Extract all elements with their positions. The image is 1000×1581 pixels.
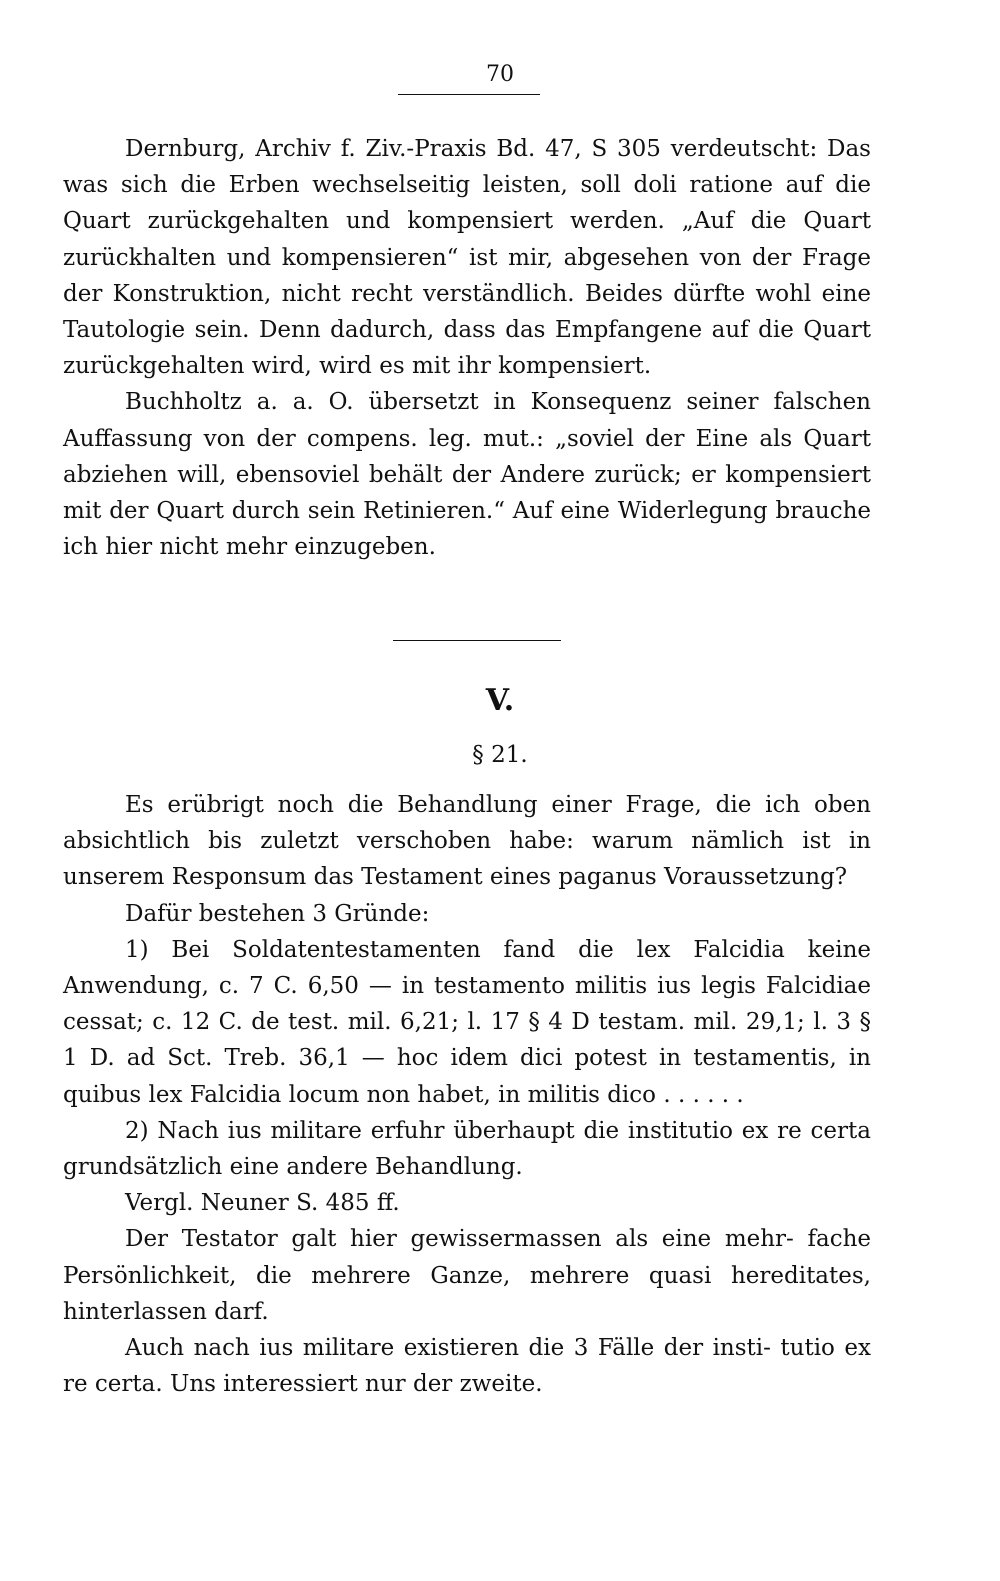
line: auf die Quart zurückgehalten und kompensiert werden. „Auf [63,172,871,235]
line: 1) Bei Soldatentestamenten fand die lex Falcidia keine [125,936,871,963]
paragraph-buchholtz [63,384,871,565]
line: eine Widerlegung brauche ich hier nicht mehr einzugeben. [63,498,871,561]
line: Auffassung von der compens. leg. mut.: „soviel der Eine als [63,425,804,452]
line: testam. mil. 29,1; l. 3 § 1 D. ad Sct. Treb. 36,1 — hoc [63,1009,871,1072]
paragraph-reason-1 [63,932,871,1113]
text-block-2 [63,787,871,1402]
line: Der Testator galt hier gewissermassen als eine mehr- [125,1226,808,1253]
line: ist in unserem Responsum das Testament eines paganus [63,828,871,891]
page-number: 70 [486,62,514,87]
line: Es erübrigt noch die Behandlung einer Frage, die ich [125,792,814,818]
line: idem dici potest in testamentis, in quibus lex Falcidia locum [63,1045,871,1108]
line: 2) Nach ius militare erfuhr überhaupt die institutio ex [125,1117,778,1144]
line: er kompensiert mit der Quart durch sein Retinieren.“ Auf [63,461,871,525]
paragraph-auch [63,1330,871,1402]
paragraph-testator [63,1221,871,1330]
line: hereditates, hinterlassen darf. [63,1262,871,1325]
line: Dernburg, Archiv f. Ziv.-Praxis Bd. 47, S 305 verdeutscht: [125,136,828,162]
line: Quart abziehen will, ebensoviel behält der Andere zurück; [63,425,871,488]
section-heading-roman: V. [485,683,515,718]
text-block-1 [63,131,871,565]
line: re certa grundsätzlich eine andere Behandlung. [63,1117,871,1181]
line: Auch nach ius militare existieren die 3 Fälle der insti- [125,1335,781,1362]
section-heading-paragraph: § 21. [472,742,528,768]
line: mit ihr kompensiert. [411,353,652,380]
line: non habet, in militis dico . . . . . . [366,1081,744,1108]
line: Anwendung, c. 7 C. 6,50 — in testamento militis ius legis [63,973,766,1000]
line: Dafür bestehen 3 Gründe: [125,900,430,927]
line: Vergl. Neuner S. 485 ff. [125,1190,400,1217]
paragraph-dernburg [63,131,871,384]
line: Falcidiae cessat; c. 12 C. de test. mil. 6,21; l. 17 § 4 D [63,973,871,1036]
line: tutio ex re certa. Uns interessiert nur der zweite. [63,1335,871,1398]
line: das Empfangene auf die Quart zurückgehalten wird, wird es [63,317,871,380]
paragraph-vergl [63,1185,871,1221]
line: Buchholtz a. a. O. übersetzt in Konsequenz seiner falschen [125,389,871,416]
line: die Quart zurückhalten und kompensieren“ ist mir, abgesehen [63,208,872,271]
line: Das was sich die Erben wechselseitig leisten, soll doli ratione [63,136,871,199]
section-separator-rule [393,640,561,641]
line: Beides dürfte wohl eine Tautologie sein. Denn dadurch, dass [63,280,871,344]
paragraph-reasons [63,896,871,932]
line: Voraussetzung? [664,864,848,891]
paragraph-intro [63,787,871,896]
paragraph-reason-2 [63,1113,871,1185]
line: oben absichtlich bis zuletzt verschoben habe: warum nämlich [63,792,871,855]
line: fache Persönlichkeit, die mehrere Ganze, mehrere quasi [63,1226,871,1289]
line: von der Frage der Konstruktion, nicht recht verständlich. [63,244,871,307]
header-rule [398,94,540,95]
